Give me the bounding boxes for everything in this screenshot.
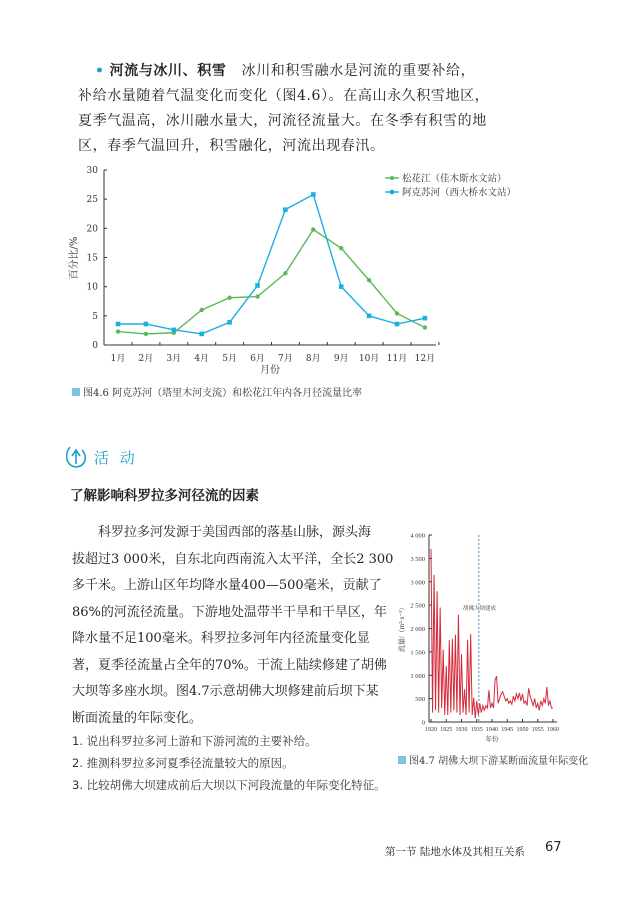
x-tick-label: 12月 xyxy=(414,354,436,364)
paragraph-line: • 河流与冰川、积雪 冰川和积雪融水是河流的重要补给， xyxy=(95,63,476,79)
bullet-icon: • xyxy=(95,63,105,79)
x-tick-label: 11月 xyxy=(386,354,408,364)
paragraph-line: 补给水量随着气温变化而变化（图4.6）。在高山永久积雪地区， xyxy=(78,88,490,104)
paragraph-line: 86%的河流径流量。下游地处温带半干旱和干旱区，年 xyxy=(72,604,387,620)
x-axis-title: 年份 xyxy=(485,736,499,743)
x-tick-label: 1月 xyxy=(110,354,126,364)
question-item: 1. 说出科罗拉多河上游和下游河流的主要补给。 xyxy=(72,734,317,748)
paragraph-line: 科罗拉多河发源于美国西部的落基山脉，源头海 xyxy=(98,525,372,540)
x-tick-label: 9月 xyxy=(333,354,349,364)
y-tick-label: 1 500 xyxy=(410,649,425,657)
activity-title: 了解影响科罗拉多河径流的因素 xyxy=(70,488,259,504)
x-tick-label: 2月 xyxy=(138,354,154,364)
y-axis-title: 百分比/% xyxy=(69,236,80,280)
paragraph-line: 夏季气温高，冰川融水量大，河流径流量大。在冬季有积雪的地 xyxy=(78,113,487,129)
y-tick-label: 30 xyxy=(86,166,98,176)
figure-caption: 图4.7 胡佛大坝下游某断面流量年际变化 xyxy=(398,752,588,767)
question-item: 2. 推测科罗拉多河夏季径流量较大的原因。 xyxy=(72,756,294,770)
y-tick-label: 3 500 xyxy=(410,555,425,563)
y-tick-label: 500 xyxy=(415,696,425,704)
y-tick-label: 0 xyxy=(421,719,425,727)
paragraph-line: 多千米。上游山区年均降水量400—500毫米，贡献了 xyxy=(72,578,382,593)
paragraph-line: 区，春季气温回升，积雪融化，河流出现春汛。 xyxy=(78,138,385,154)
x-tick-label: 1920 xyxy=(425,727,437,733)
paragraph-line: 著，夏季径流量占全年的70%。干流上陆续修建了胡佛 xyxy=(72,657,387,673)
figure-caption: 图4.6 阿克苏河（塔里木河支流）和松花江年内各月径流量比率 xyxy=(72,384,362,399)
x-tick-label: 6月 xyxy=(250,354,265,364)
x-tick-label: 8月 xyxy=(305,354,321,364)
paragraph-line: 降水量不足100毫米。科罗拉多河年内径流量变化显 xyxy=(72,631,370,646)
y-tick-label: 1 000 xyxy=(410,672,425,680)
y-tick-label: 25 xyxy=(86,195,98,206)
x-tick-label: 5月 xyxy=(222,354,237,364)
y-axis-title: 流量/（m³·s⁻¹） xyxy=(398,603,406,653)
page-number: 67 xyxy=(545,840,562,855)
y-tick-label: 4 000 xyxy=(410,532,425,540)
x-tick-label: 1935 xyxy=(470,727,483,733)
x-tick-label: 1950 xyxy=(516,727,529,733)
x-axis-title: 月份 xyxy=(260,365,280,376)
x-tick-label: 10月 xyxy=(358,354,380,364)
y-tick-label: 2 500 xyxy=(410,602,425,610)
x-tick-label: 1955 xyxy=(531,727,544,733)
y-tick-label: 3 000 xyxy=(410,579,425,587)
paragraph-line: 大坝等多座水坝。图4.7示意胡佛大坝修建前后坝下某 xyxy=(72,684,379,699)
x-tick-label: 3月 xyxy=(166,354,182,364)
paragraph-line: 拔超过3 000米，自东北向西南流入太平洋，全长2 300 xyxy=(72,551,394,567)
x-tick-label: 1940 xyxy=(486,727,498,733)
y-tick-label: 15 xyxy=(86,253,98,264)
y-tick-label: 2 000 xyxy=(410,626,425,633)
y-tick-label: 20 xyxy=(86,224,98,235)
x-tick-label: 7月 xyxy=(278,354,293,364)
caption-marker-icon xyxy=(398,756,406,764)
x-tick-label: 1945 xyxy=(501,727,514,733)
x-tick-label: 4月 xyxy=(194,354,210,364)
legend-label: 阿克苏河（西大桥水文站） xyxy=(402,187,517,199)
section-heading: 河流与冰川、积雪 xyxy=(109,63,227,79)
y-tick-label: 5 xyxy=(92,311,98,322)
activity-label: 活 动 xyxy=(94,449,138,467)
paragraph-line: 断面流量的年际变化。 xyxy=(72,710,203,726)
x-tick-label: 1930 xyxy=(455,727,468,733)
dam-annotation: 胡佛大坝建成 xyxy=(463,606,497,612)
flow-series-line xyxy=(431,549,553,718)
x-tick-label: 1960 xyxy=(547,727,559,733)
footer-section-title: 第一节 陆地水体及其相互关系 xyxy=(385,846,525,858)
legend-label: 松花江（佳木斯水文站） xyxy=(402,173,507,185)
question-item: 3. 比较胡佛大坝建成前后大坝以下河段流量的年际变化特征。 xyxy=(72,778,386,792)
x-tick-label: 1925 xyxy=(440,727,453,733)
y-tick-label: 0 xyxy=(92,341,98,351)
y-tick-label: 10 xyxy=(86,282,98,293)
